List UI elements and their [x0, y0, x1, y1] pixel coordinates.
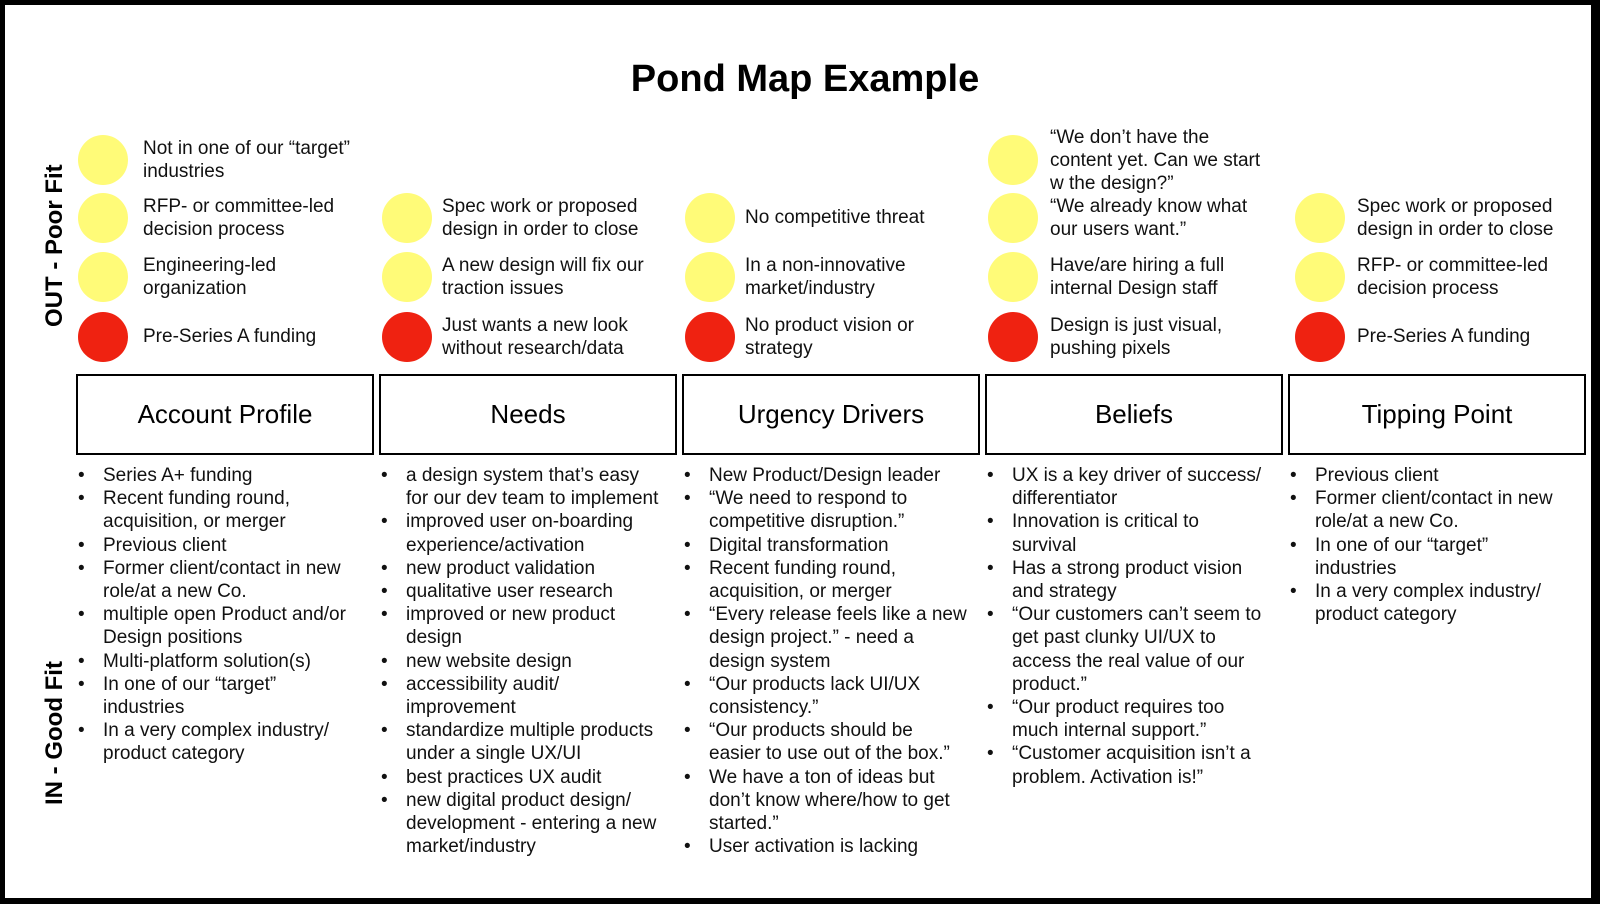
good-fit-list-item: • improved user on-boarding experience/activation: [378, 510, 682, 556]
good-fit-list-item: • Previous client: [1287, 464, 1591, 487]
yellow-circle-indicator: [78, 135, 128, 185]
column-header-beliefs: [985, 374, 1283, 455]
poor-fit-item: [78, 309, 316, 364]
good-fit-list-item: • Recent funding round, acquisition, or merger: [75, 487, 379, 533]
poor-fit-item: [685, 190, 925, 245]
good-fit-list-item: • new product validation: [378, 557, 682, 580]
good-fit-list-item: • “Every release feels like a new design project.” - need a design system: [681, 603, 985, 673]
pond-map-canvas: [5, 5, 1591, 898]
good-fit-list-item: • New Product/Design leader: [681, 464, 985, 487]
poor-fit-item-text: No competitive threat: [745, 207, 925, 228]
poor-fit-item: [988, 123, 1260, 197]
good-fit-list-item: • Recent funding round, acquisition, or merger: [681, 557, 985, 603]
poor-fit-item-text: Pre-Series A funding: [1357, 326, 1531, 347]
poor-fit-item-text: A new design will fix our traction issues: [442, 254, 644, 299]
column-header-needs: [379, 374, 677, 455]
good-fit-list-item: • Has a strong product vision and strategy: [984, 557, 1288, 603]
poor-fit-item: [1295, 190, 1553, 245]
poor-fit-item: [1295, 249, 1548, 304]
good-fit-list-item: • accessibility audit/ improvement: [378, 673, 682, 719]
column-header-urgency-drivers: [682, 374, 980, 455]
poor-fit-item-text: Spec work or proposed design in order to close: [1357, 195, 1554, 240]
good-fit-list-urgency-drivers: [681, 464, 985, 858]
good-fit-list-item: • Former client/contact in new role/at a new Co.: [1287, 487, 1591, 533]
column-header-label: Needs: [490, 399, 566, 429]
red-circle-indicator: [988, 312, 1038, 362]
poor-fit-item: [78, 249, 276, 304]
good-fit-list-item: • In one of our “target” industries: [1287, 534, 1591, 580]
good-fit-list-item: • best practices UX audit: [378, 766, 682, 789]
poor-fit-item-text: Pre-Series A funding: [143, 326, 317, 347]
poor-fit-item-text: Spec work or proposed design in order to close: [442, 195, 639, 240]
in-good-fit-label: IN - Good Fit: [41, 661, 68, 805]
good-fit-list-item: • Innovation is critical to survival: [984, 510, 1288, 556]
yellow-circle-indicator: [685, 193, 735, 243]
poor-fit-item-text: “We already know what our users want.”: [1050, 195, 1248, 240]
good-fit-list-item: • qualitative user research: [378, 580, 682, 603]
poor-fit-item: [988, 309, 1222, 364]
good-fit-list-item: • In a very complex industry/ product category: [75, 719, 379, 765]
red-circle-indicator: [382, 312, 432, 362]
good-fit-list-item: • Series A+ funding: [75, 464, 379, 487]
yellow-circle-indicator: [685, 252, 735, 302]
good-fit-list-item: • Previous client: [75, 534, 379, 557]
good-fit-list-item: • In a very complex industry/ product category: [1287, 580, 1591, 626]
poor-fit-item-text: “We don’t have the content yet. Can we start w the design?”: [1050, 126, 1261, 194]
red-circle-indicator: [78, 312, 128, 362]
poor-fit-item: [78, 132, 350, 187]
yellow-circle-indicator: [988, 252, 1038, 302]
red-circle-indicator: [1295, 312, 1345, 362]
good-fit-list-item: • Multi-platform solution(s): [75, 650, 379, 673]
poor-fit-item: [988, 190, 1247, 245]
poor-fit-item-text: Have/are hiring a full internal Design staff: [1050, 254, 1225, 299]
yellow-circle-indicator: [988, 193, 1038, 243]
good-fit-list-item: • User activation is lacking: [681, 835, 985, 858]
good-fit-list-item: • We have a ton of ideas but don’t know where/how to get started.”: [681, 766, 985, 836]
column-header-account-profile: [76, 374, 374, 455]
column-header-label: Tipping Point: [1361, 399, 1513, 429]
column-header-tipping-point: [1288, 374, 1586, 455]
good-fit-list-item: • “Our product requires too much internal support.”: [984, 696, 1288, 742]
good-fit-list-item: • “Our products should be easier to use out of the box.”: [681, 719, 985, 765]
good-fit-list-beliefs: [984, 464, 1288, 789]
good-fit-list-item: • improved or new product design: [378, 603, 682, 649]
column-header-label: Beliefs: [1094, 399, 1174, 429]
poor-fit-item: [382, 309, 628, 364]
good-fit-list-item: • Former client/contact in new role/at a new Co.: [75, 557, 379, 603]
good-fit-list-item: • Digital transformation: [681, 534, 985, 557]
red-circle-indicator: [685, 312, 735, 362]
good-fit-list-item: • new website design: [378, 650, 682, 673]
poor-fit-item: [1295, 309, 1530, 364]
poor-fit-item: [78, 190, 334, 245]
yellow-circle-indicator: [382, 252, 432, 302]
poor-fit-item-text: In a non-innovative market/industry: [745, 254, 906, 299]
good-fit-list-item: • UX is a key driver of success/ differentiator: [984, 464, 1288, 510]
good-fit-list-item: • In one of our “target” industries: [75, 673, 379, 719]
yellow-circle-indicator: [78, 252, 128, 302]
yellow-circle-indicator: [1295, 252, 1345, 302]
page-title: Pond Map Example: [630, 58, 980, 100]
poor-fit-item-text: Not in one of our “target” industries: [143, 137, 350, 182]
poor-fit-item-text: Design is just visual, pushing pixels: [1050, 314, 1223, 359]
poor-fit-item: [382, 249, 644, 304]
good-fit-list-item: • a design system that’s easy for our dev team to implement: [378, 464, 682, 510]
yellow-circle-indicator: [988, 135, 1038, 185]
good-fit-list-item: • “We need to respond to competitive disruption.”: [681, 487, 985, 533]
column-header-label: Account Profile: [137, 399, 313, 429]
poor-fit-item-text: No product vision or strategy: [745, 314, 914, 359]
poor-fit-item-text: RFP- or committee-led decision process: [143, 195, 335, 240]
good-fit-list-tipping-point: [1287, 464, 1591, 626]
good-fit-list-item: • new digital product design/ development - entering a new market/industry: [378, 789, 682, 859]
poor-fit-item-text: Just wants a new look without research/data: [442, 314, 628, 359]
poor-fit-item-text: RFP- or committee-led decision process: [1357, 254, 1549, 299]
good-fit-list-account-profile: [75, 464, 379, 766]
good-fit-list-item: • multiple open Product and/or Design positions: [75, 603, 379, 649]
good-fit-list-item: • “Our products lack UI/UX consistency.”: [681, 673, 985, 719]
poor-fit-item-text: Engineering-led organization: [143, 254, 277, 299]
good-fit-list-needs: [378, 464, 682, 858]
poor-fit-item: [382, 190, 638, 245]
out-poor-fit-label: OUT - Poor Fit: [41, 164, 68, 327]
good-fit-list-item: • standardize multiple products under a single UX/UI: [378, 719, 682, 765]
yellow-circle-indicator: [1295, 193, 1345, 243]
poor-fit-item: [685, 249, 906, 304]
poor-fit-item: [988, 249, 1224, 304]
column-header-label: Urgency Drivers: [737, 399, 925, 429]
yellow-circle-indicator: [78, 193, 128, 243]
poor-fit-item: [685, 309, 914, 364]
good-fit-list-item: • “Our customers can’t seem to get past clunky UI/UX to access the real value of our product.”: [984, 603, 1288, 696]
good-fit-list-item: • “Customer acquisition isn’t a problem. Activation is!”: [984, 742, 1288, 788]
yellow-circle-indicator: [382, 193, 432, 243]
